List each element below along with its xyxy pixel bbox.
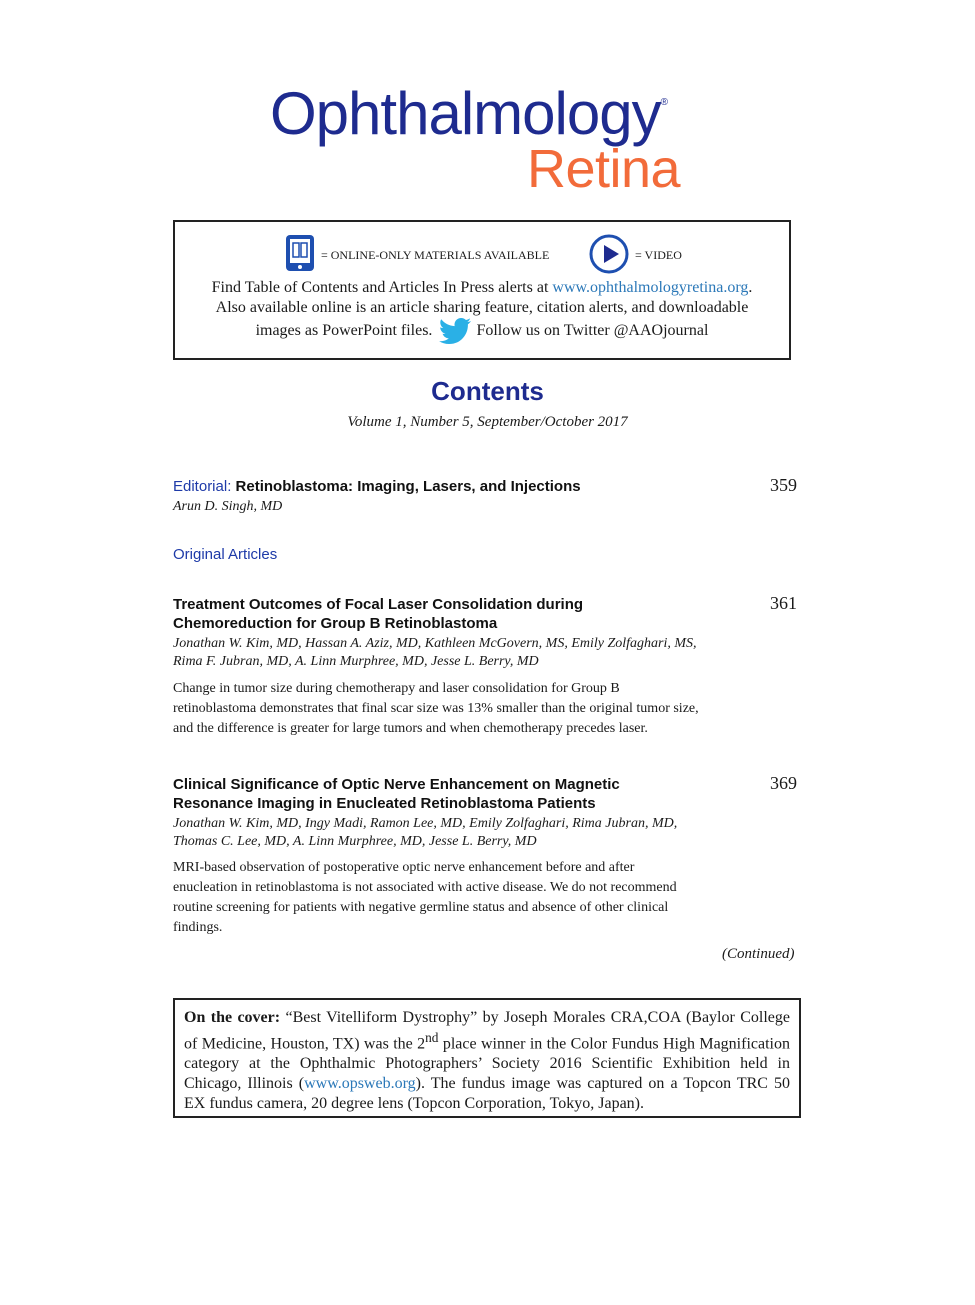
registered-mark: ®	[660, 97, 667, 108]
cover-description-box	[173, 998, 801, 1118]
journal-website-link[interactable]: www.ophthalmologyretina.org	[552, 279, 749, 296]
article-1-title-line-2[interactable]: Chemoreduction for Group B Retinoblastoma	[173, 615, 498, 632]
editorial-label: Editorial:	[173, 478, 232, 495]
info-line3-text: images as PowerPoint files.	[255, 322, 433, 339]
journal-logo-retina: Retina	[527, 139, 681, 199]
continued-note: (Continued)	[722, 946, 795, 962]
twitter-bird-icon[interactable]	[438, 318, 472, 344]
article-1-page-number: 361	[770, 593, 797, 613]
opsweb-link[interactable]: www.opsweb.org	[304, 1075, 416, 1093]
cover-text-part-b: place winner in the Color Fundus High Magnification category at the Ophthalmic Photographers’ Society 2016 Scientific Exhibition held in Chicago, Illinois (	[184, 1035, 790, 1093]
article-1-authors	[173, 635, 753, 671]
info-line1-text: Find Table of Contents and Articles In Press alerts at	[211, 279, 553, 296]
article-2-summary-line-3: routine screening for patients with negative germline status and absence of other clinical	[173, 900, 669, 915]
article-2-authors-line-1: Jonathan W. Kim, MD, Ingy Madi, Ramon Lee, MD, Emily Zolfaghari, Rima Jubran, MD,	[173, 816, 678, 831]
article-1-authors-line-1: Jonathan W. Kim, MD, Hassan A. Aziz, MD, Kathleen McGovern, MS, Emily Zolfaghari, MS,	[173, 636, 697, 651]
article-1-summary-line-3: and the difference is greater for large tumors and when chemotherapy precedes laser.	[173, 721, 648, 736]
journal-name-top: Ophthalmology	[270, 80, 661, 147]
info-line3-follow[interactable]: Follow us on Twitter @AAOjournal	[476, 322, 709, 339]
tablet-icon	[285, 234, 315, 272]
article-2-summary-line-1: MRI-based observation of postoperative optic nerve enhancement before and after	[173, 860, 635, 875]
editorial-page-number: 359	[770, 475, 797, 495]
issue-line: Volume 1, Number 5, September/October 2017	[347, 414, 628, 430]
info-line2: Also available online is an article sharing feature, citation alerts, and downloadable	[215, 299, 749, 316]
article-1-authors-line-2: Rima F. Jubran, MD, A. Linn Murphree, MD, Jesse L. Berry, MD	[173, 654, 539, 669]
editorial-title[interactable]: Retinoblastoma: Imaging, Lasers, and Injections	[235, 478, 581, 495]
cover-label: On the cover:	[184, 1009, 281, 1026]
info-line1-end: .	[748, 279, 753, 296]
article-2-summary-line-2: enucleation in retinoblastoma is not associated with active disease. We do not recommend	[173, 880, 677, 895]
article-2-title-line-1[interactable]: Clinical Significance of Optic Nerve Enhancement on Magnetic	[173, 776, 620, 793]
video-label: = VIDEO	[635, 248, 682, 262]
article-2-summary-line-4: findings.	[173, 920, 223, 935]
original-articles-heading: Original Articles	[173, 546, 278, 563]
cover-text-part-c: ). The fundus image was captured on a Topcon TRC 50 EX fundus camera, 20 degree lens (Topcon Corporation, Tokyo, Japan).	[184, 1075, 791, 1113]
editorial-authors: Arun D. Singh, MD	[173, 499, 283, 514]
article-1-summary	[173, 679, 743, 739]
editorial-entry[interactable]	[173, 477, 581, 496]
cover-text	[184, 1008, 790, 1114]
cover-text-part-a: “Best Vitelliform Dystrophy” by Joseph Morales CRA,COA (Baylor College of Medicine, Houston, TX) was the 2	[184, 1009, 790, 1053]
cover-superscript: nd	[425, 1030, 439, 1045]
article-1-title-line-1[interactable]: Treatment Outcomes of Focal Laser Consolidation during	[173, 596, 584, 613]
online-info-box	[173, 220, 791, 360]
article-2-summary	[173, 858, 743, 938]
journal-logo-ophthalmology	[270, 80, 667, 147]
article-1-summary-line-1: Change in tumor size during chemotherapy and laser consolidation for Group B	[173, 681, 620, 696]
article-2-title[interactable]	[173, 775, 620, 813]
contents-title: Contents	[431, 376, 544, 406]
article-2-title-line-2[interactable]: Resonance Imaging in Enucleated Retinoblastoma Patients	[173, 795, 596, 812]
info-text	[175, 278, 789, 344]
play-icon	[589, 234, 629, 274]
article-2-authors-line-2: Thomas C. Lee, MD, A. Linn Murphree, MD, Jesse L. Berry, MD	[173, 834, 537, 849]
article-1-title[interactable]	[173, 595, 583, 633]
online-materials-label: = ONLINE-ONLY MATERIALS AVAILABLE	[321, 248, 550, 262]
article-2-authors	[173, 815, 753, 851]
article-1-summary-line-2: retinoblastoma demonstrates that final scar size was 13% smaller than the original tumor size,	[173, 701, 699, 716]
article-2-page-number: 369	[770, 773, 797, 793]
